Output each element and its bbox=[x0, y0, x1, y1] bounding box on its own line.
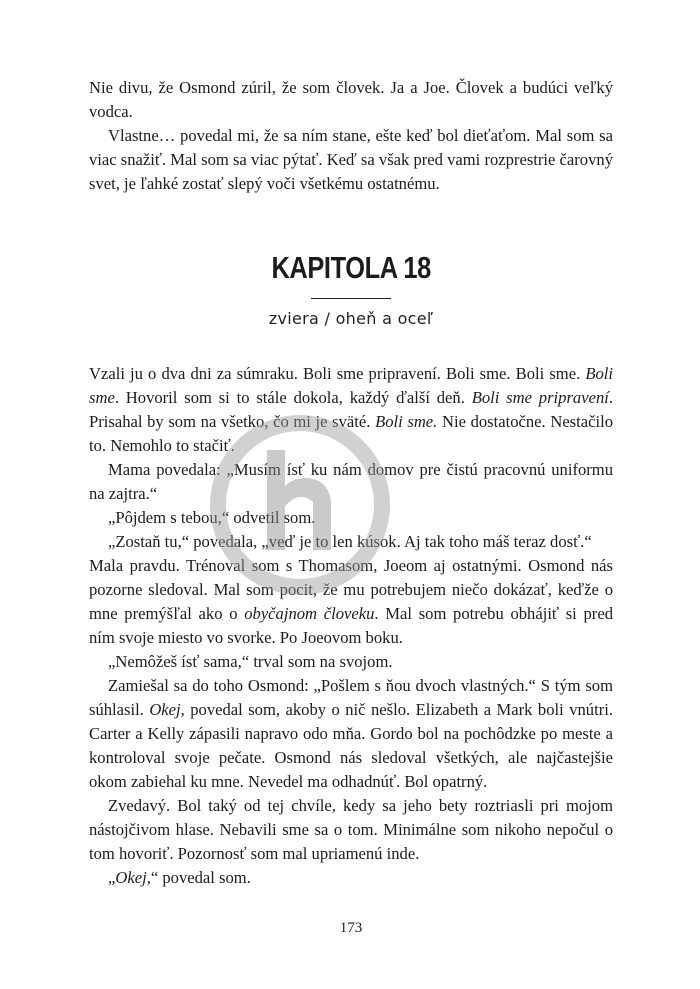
italic-run: Okej bbox=[115, 868, 147, 887]
paragraph-8: Zvedavý. Bol taký od tej chvíle, kedy sa jeho bety roztriasli pri mojom nástojčivom hlase. Nebavili sme sa o tom. Minimálne som nikoho nepočul o tom hovoriť. Pozornosť som mal upriamenú inde. bbox=[89, 796, 613, 863]
text-run: . Mal som potrebu obhájiť si pred ním svoje miesto vo svorke. Po Joeovom boku. bbox=[89, 604, 613, 647]
text-run: Nie dostatočne. Nestačilo to. Nemohlo to stačiť. bbox=[89, 412, 613, 455]
page-number: 173 bbox=[339, 920, 363, 936]
paragraph-5 bbox=[89, 554, 613, 650]
text-run: . Prisahal by som na všetko, čo mi je sväté. bbox=[89, 388, 614, 431]
paragraph-top-1: Nie divu, že Osmond zúril, že som človek. Ja a Joe. Človek a budúci veľký vodca. bbox=[89, 78, 613, 121]
chapter-title: KAPITOLA 18 bbox=[271, 250, 431, 285]
text-run: ,“ povedal som. bbox=[146, 868, 251, 887]
paragraph-9 bbox=[89, 866, 613, 890]
paragraph-4: „Zostaň tu,“ povedala, „veď je to len kúsok. Aj tak toho máš teraz dosť.“ bbox=[108, 532, 592, 551]
italic-run: Boli sme pripravení bbox=[471, 388, 609, 407]
paragraph-7 bbox=[89, 674, 613, 794]
text-run: „ bbox=[108, 868, 116, 887]
chapter-heading bbox=[89, 250, 613, 328]
paragraph-1 bbox=[89, 362, 613, 458]
text-run: , povedal som, akoby o nič nešlo. Elizabeth a Mark boli vnútri. Carter a Kelly zápasili napravo odo mňa. Gordo bol na pochôdzke po meste a kontroloval svoje pečate. Osmond nás sledoval všetkých, ale najčastejšie okom zabiehal ku mne. Nevedel ma odhadnúť. Bol opatrný. bbox=[89, 700, 613, 791]
paragraph-3: „Pôjdem s tebou,“ odvetil som. bbox=[108, 508, 316, 527]
text-run: . Hovoril som si to stále dokola, každý ďalší deň. bbox=[114, 388, 472, 407]
italic-run: obyčajnom človeku bbox=[244, 604, 375, 623]
paragraph-6: „Nemôžeš ísť sama,“ trval som na svojom. bbox=[108, 652, 393, 671]
text-run: Zamiešal sa do toho Osmond: „Pošlem s ňou dvoch vlastných.“ S tým som súhlasil. bbox=[89, 676, 613, 719]
chapter-divider bbox=[311, 298, 391, 299]
italic-run: Boli sme. bbox=[375, 412, 438, 431]
paragraph-top-2: Vlastne… povedal mi, že sa ním stane, ešte keď bol dieťaťom. Mal som sa viac snažiť. Mal som sa viac pýtať. Keď sa však pred vami rozprestrie čarovný svet, je ľahké zostať slepý voči všetkému ostatnému. bbox=[89, 126, 613, 193]
book-page bbox=[89, 76, 613, 976]
italic-run: Boli sme bbox=[89, 364, 613, 407]
text-run: Vzali ju o dva dni za súmraku. Boli sme pripravení. Boli sme. Boli sme. bbox=[89, 364, 586, 383]
paragraph-2: Mama povedala: „Musím ísť ku nám domov pre čistú pracovnú uniformu na zajtra.“ bbox=[89, 460, 613, 503]
chapter-subtitle: zviera / oheň a oceľ bbox=[268, 309, 434, 328]
text-run: Mala pravdu. Trénoval som s Thomasom, Joeom aj ostatnými. Osmond nás pozorne sledoval. Mal som pocit, že mu potrebujem niečo dokázať, keďže o mne premýšľal ako o bbox=[89, 556, 613, 623]
italic-run: Okej bbox=[149, 700, 181, 719]
